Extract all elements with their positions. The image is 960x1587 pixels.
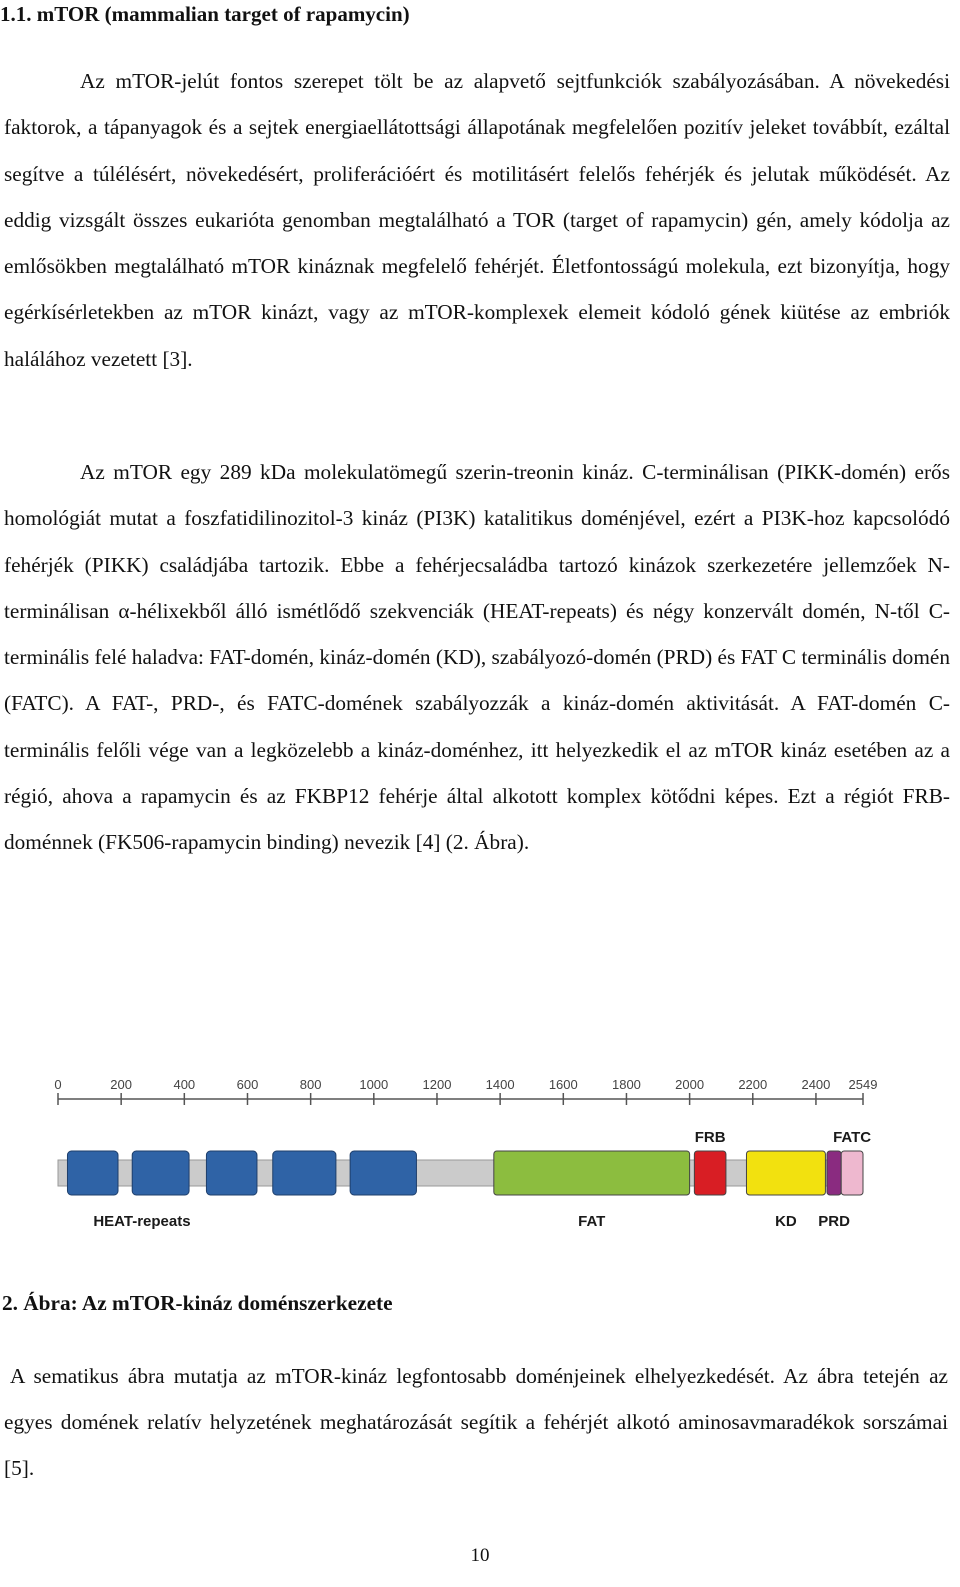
domain-fat-block [494,1151,690,1195]
domain-prd-block [827,1151,841,1195]
scale-tick-label: 1600 [548,1077,578,1092]
paragraph-mtor-structure: Az mTOR egy 289 kDa molekulatömegű szerin-treonin kináz. C-terminálisan (PIKK-domén) erős homológiát mutat a foszfatidilinozitol-3 kináz (PI3K) katalitikus doménjével, ezért a PI3K-hoz kapcsolódó fehérjék (PIKK) családjába tartozik. Ebbe a fehérjecsaládba tartozó kinázok szerkezetére jellemzőek N-terminálisan α-hélixekből álló ismétlődő szekvenciák (HEAT-repeats) és négy konzervált domén, N-től C-terminális felé haladva: FAT-domén, kináz-domén (KD), szabályozó-domén (PRD) és FAT C terminális domén (FATC). A FAT-, PRD-, és FATC-domének szabályozzák a kináz-domén aktivitását. A FAT-domén C-terminális felőli vége van a legközelebb a kináz-doménhez, itt helyezkedik el az mTOR kináz esetében az a régió, ahova a rapamycin és az FKBP12 fehérje által alkotott komplex kötődni képes. Ezt a régiót FRB-doménnek (FK506-rapamycin binding) nevezik [4] (2. Ábra). [4,460,950,855]
heat-repeat-block [206,1151,257,1195]
section-heading: 1.1. mTOR (mammalian target of rapamycin) [0,2,410,26]
heat-repeats-label: HEAT-repeats [93,1213,191,1230]
heat-repeat-block [67,1151,118,1195]
domain-fatc-block [841,1151,863,1195]
paragraph-mtor-pathway: Az mTOR-jelút fontos szerepet tölt be az alapvető sejtfunkciók szabályozásában. A növekedési faktorok, a tápanyagok és a sejtek energiaellátottsági állapotának megfelelően pozitív jeleket továbbít, ezáltal segítve a túlélésért, növekedésért, proliferációért és motilitásért felelős fehérjék és jelutak működését. Az eddig vizsgált összes eukarióta genomban megtalálható a TOR (target of rapamycin) gén, amely kódolja az emlősökben megtalálható mTOR kináznak megfelelő fehérjét. Életfontosságú molekula, ezt bizonyítja, hogy egérkísérletekben az mTOR kinázt, vagy az mTOR-komplexek elemeit kódoló gének kiütése az embriók halálához vezetett [3]. [4,69,950,371]
heat-repeat-block [350,1151,416,1195]
scale-tick-label: 400 [173,1077,196,1092]
page-number: 10 [470,1545,490,1566]
scale-tick-label: 1400 [485,1077,515,1092]
scale-tick-label: 2000 [675,1077,705,1092]
figure-caption-title: 2. Ábra: Az mTOR-kináz doménszerkezete [2,1291,393,1315]
domain-diagram [40,1076,920,1266]
domain-fatc-label: FATC [833,1129,872,1146]
figure-caption-text: A sematikus ábra mutatja az mTOR-kináz legfontosabb doménjeinek elhelyezkedését. Az ábra tetején az egyes domének relatív helyzetének meghatározását segítik a fehérjét alkotó aminosavmaradékok sorszámai [5]. [4,1364,948,1480]
scale-tick-label: 2200 [738,1077,768,1092]
heat-repeat-block [273,1151,336,1195]
heat-repeat-block [132,1151,189,1195]
domain-fat-label: FAT [578,1213,606,1230]
scale-tick-label: 2549 [848,1077,878,1092]
domain-prd-label: PRD [818,1213,850,1230]
domain-frb-label: FRB [694,1129,726,1146]
scale-tick-label: 2400 [801,1077,831,1092]
domain-structure-figure [40,1076,920,1266]
scale-tick-label: 1800 [611,1077,641,1092]
domain-kd-block [746,1151,825,1195]
domain-kd-label: KD [775,1213,797,1230]
scale-tick-label: 600 [236,1077,259,1092]
scale-tick-label: 1000 [359,1077,389,1092]
scale-tick-label: 800 [299,1077,322,1092]
scale-tick-label: 200 [110,1077,133,1092]
scale-tick-label: 0 [54,1077,62,1092]
scale-tick-label: 1200 [422,1077,452,1092]
domain-frb-block [694,1151,726,1195]
